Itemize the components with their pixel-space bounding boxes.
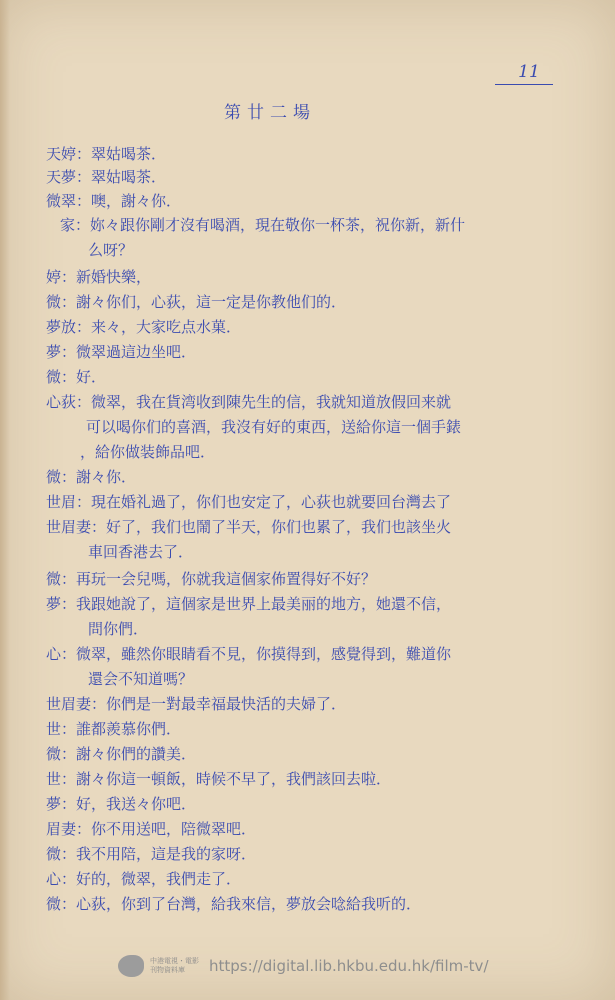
dialogue-line: 婷：新婚快樂， (46, 268, 152, 286)
archive-logo-icon (118, 955, 144, 977)
dialogue-line: 夢：好，我送々你吧． (46, 795, 197, 813)
dialogue-line: 眉妻：你不用送吧，陪微翠吧． (46, 820, 257, 838)
dialogue-line-continued: ，給你做装飾品吧． (80, 443, 216, 461)
dialogue-line: 世：誰都羨慕你們． (46, 720, 182, 738)
dialogue-line: 天婷：翠姑喝茶． (46, 145, 167, 163)
dialogue-line-continued: 可以喝你们的喜酒，我沒有好的東西，送給你這一個手錶 (86, 418, 462, 436)
dialogue-line-continued: 么呀？ (88, 241, 134, 259)
archive-logo-text (150, 957, 199, 975)
page-edge-shadow (0, 0, 10, 1000)
dialogue-line: 夢放：来々，大家吃点水菓． (46, 318, 242, 336)
archive-logo-line1: 中港電視・電影 (150, 957, 199, 965)
archive-url[interactable]: https://digital.lib.hkbu.edu.hk/film-tv/ (209, 957, 489, 975)
dialogue-line: 世：謝々你這一頓飯，時候不早了，我們該回去啦． (46, 770, 392, 788)
dialogue-line: 世眉妻：你們是一對最幸福最快活的夫婦了． (46, 695, 347, 713)
dialogue-line: 微：再玩一会兒嗎，你就我這個家佈置得好不好？ (46, 570, 377, 588)
dialogue-line-continued: 車回香港去了． (88, 543, 194, 561)
dialogue-line-continued: 問你們． (88, 620, 149, 638)
page-number: 11 (518, 62, 540, 82)
dialogue-line-continued: 還会不知道嗎？ (88, 670, 194, 688)
dialogue-line: 天夢：翠姑喝茶． (46, 168, 167, 186)
dialogue-line: 微翠：噢，謝々你． (46, 192, 182, 210)
dialogue-line: 微：謝々你． (46, 468, 137, 486)
dialogue-line: 微：心荻，你到了台灣，給我來信，夢放会唸給我听的． (46, 895, 422, 913)
dialogue-line: 微：好． (46, 368, 107, 386)
page-number-underline (495, 84, 553, 85)
archive-footer (118, 952, 489, 980)
dialogue-line: 世眉：現在婚礼過了，你们也安定了，心荻也就要回台灣去了 (46, 493, 452, 511)
dialogue-line: 微：謝々你们，心荻，這一定是你教他们的． (46, 293, 347, 311)
dialogue-line: 微：謝々你們的讚美． (46, 745, 197, 763)
dialogue-line: 世眉妻：好了，我们也鬧了半天，你们也累了，我们也該坐火 (46, 518, 452, 536)
dialogue-line: 心荻：微翠，我在貨湾收到陳先生的信，我就知道放假回来就 (46, 393, 452, 411)
scene-title: 第廿二場 (224, 103, 316, 123)
dialogue-line: 心：好的，微翠，我們走了． (46, 870, 242, 888)
dialogue-line: 夢：微翠過這边坐吧． (46, 343, 197, 361)
dialogue-line: 夢：我跟她說了，這個家是世界上最美丽的地方，她還不信， (46, 595, 452, 613)
dialogue-line: 家：妳々跟你剛才沒有喝酒，現在敬你一杯茶，祝你新，新什 (60, 216, 466, 234)
dialogue-line: 心：微翠，雖然你眼睛看不見，你摸得到，感覺得到，難道你 (46, 645, 452, 663)
archive-logo-line2: 刊物資料庫 (150, 966, 185, 974)
dialogue-line: 微：我不用陪，這是我的家呀． (46, 845, 257, 863)
